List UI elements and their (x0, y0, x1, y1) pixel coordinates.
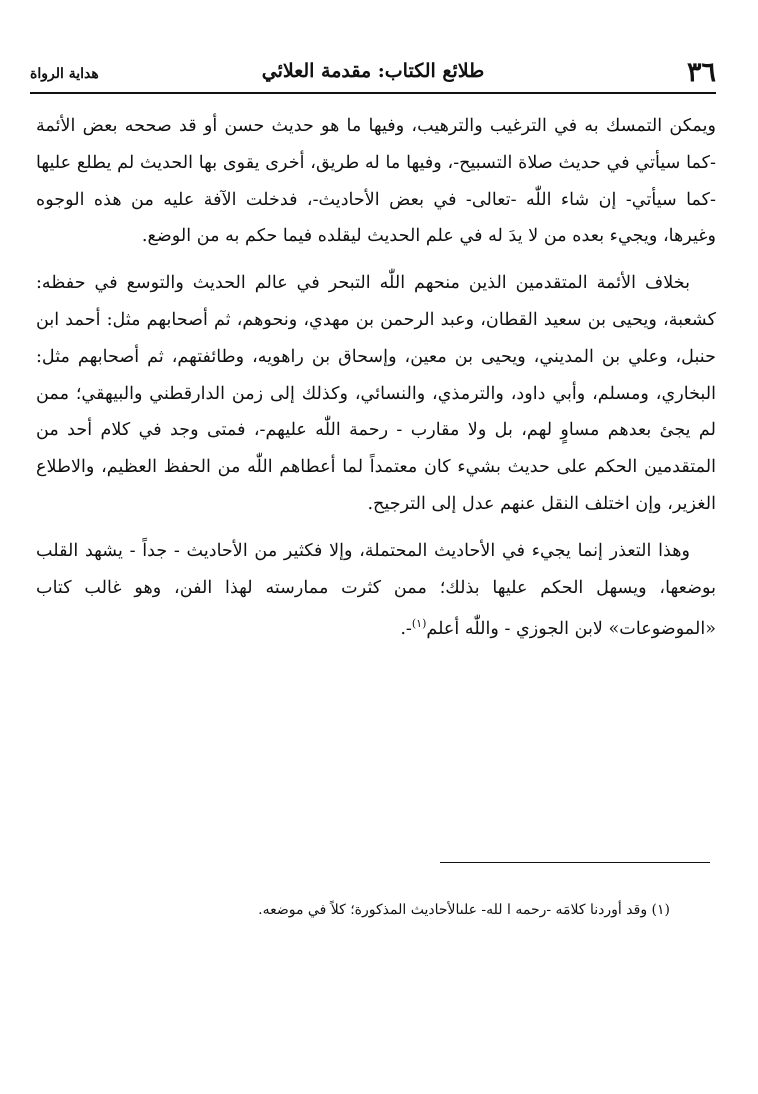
footnote: (١) وقد أوردنا كلامَه -رحمه ا لله- علىالأحاديث المذكورة؛ كلاً في موضعه. (258, 902, 670, 918)
footnote-separator (440, 862, 710, 863)
paragraph-2: بخلاف الأئمة المتقدمين الذين منحهم اللّٰه التبحر في عالم الحديث والتوسع في حفظه: كشعبة، ويحيى بن سعيد القطان، وعبد الرحمن بن مهدي، ونحوهم، ثم أصحابهم مثل: أحمد ابن حنبل، وعلي بن المديني، ويحيى بن معين، وإسحاق بن راهويه، وطائفتهم، ثم أصحابهم مثل: البخاري، ومسلم، وأبي داود، والترمذي، والنسائي، وكذلك إلى زمن الدارقطني والبيهقي؛ ممن لم يجئ بعدهم مساوٍ لهم، بل ولا مقارب - رحمة اللّٰه عليهم-، فمتى وجد في كلام أحد من المتقدمين الحكم على حديث بشيء كان معتمداً لما أعطاهم اللّٰه من الحفظ العظيم، والاطلاع الغزير، وإن اختلف النقل عنهم عدل إلى الترجيح. (36, 273, 716, 514)
main-text (36, 108, 716, 658)
footnote-marker: (١) (411, 617, 427, 631)
header-series: هداية الرواة (30, 66, 99, 82)
paragraph-1: ويمكن التمسك به في الترغيب والترهيب، وفيها ما هو حديث حسن أو قد صححه بعض الأئمة -كما سيأتي في حديث صلاة التسبيح-، وفيها ما له طريق، أخرى يقوى بها الحديث لم يطلع عليها -كما سيأتي- إن شاء اللّٰه -تعالى- في بعض الأحاديث-، فدخلت الآفة عليه من هذه الوجوه وغيرها، ويجيء بعده من لا يدَ له في علم الحديث ليقلده فيما حكم به من الوضع. (36, 116, 716, 247)
paragraph-3-text: وهذا التعذر إنما يجيء في الأحاديث المحتملة، وإلا فكثير من الأحاديث - جداً - يشهد القلب بوضعها، ويسهل الحكم عليها بذلك؛ ممن كثرت ممارسته لهذا الفن، وهو غالب كتاب «الموضوعات» لابن الجوزي - واللّٰه أعلم (36, 540, 716, 640)
paragraph-3-end: -. (400, 619, 412, 640)
header-title: طلائع الكتاب: مقدمة العلائي (261, 60, 485, 82)
running-header (30, 58, 716, 94)
page-number: ٣٦ (686, 57, 716, 88)
paragraph-3 (36, 533, 716, 648)
